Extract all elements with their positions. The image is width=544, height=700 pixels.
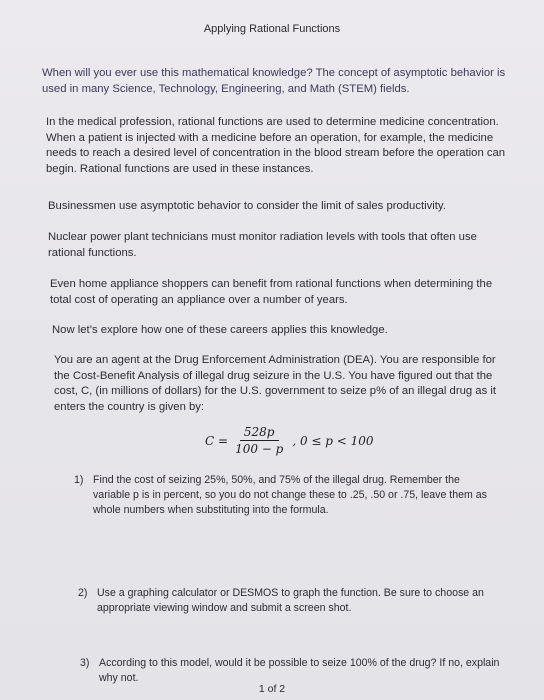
dea-paragraph: You are an agent at the Drug Enforcement Administration (DEA). You are responsible for the Cost-Benefit Analysis of illegal drug seizure in the U.S. You have figured out that the cost, C, (in millions of dollars) for the U.S. government to seize p% of an illegal drug as it enters the country is given by: (54, 354, 497, 413)
page-title: Applying Rational Functions (203, 23, 341, 35)
formula-denominator: 100 − p (235, 442, 284, 456)
intro-paragraph: When will you ever use this mathematical knowledge? The concept of asymptotic behavior is used in many Science, Technology, Engineering, and Math (STEM) fields. (42, 67, 506, 95)
medical-paragraph: In the medical profession, rational functions are used to determine medicine concentration. When a patient is injected with a medicine before an operation, for example, the medicine needs to reach a desired level of concentration in the blood stream before the operation can begin. Rational functions are used in these instances. (46, 116, 506, 175)
formula-condition: , 0 ≤ p < 100 (292, 433, 374, 448)
question-number: 2) (78, 587, 88, 599)
formula-lhs: C = (205, 433, 229, 448)
question-3 (80, 656, 500, 686)
question-text: Find the cost of seizing 25%, 50%, and 75% of the illegal drug. Remember the variable p is in percent, so you do not change these to .25, .50 or .75, leave them as whole numbers when substituting into the formula. (93, 474, 487, 516)
page-number: 1 of 2 (258, 683, 286, 695)
question-number: 1) (74, 474, 84, 486)
formula-fraction (231, 425, 287, 456)
business-paragraph: Businessmen use asymptotic behavior to consider the limit of sales productivity. (48, 200, 446, 212)
question-number: 3) (80, 657, 90, 669)
nuclear-paragraph: Nuclear power plant technicians must monitor radiation levels with tools that often use rational functions. (48, 231, 477, 259)
question-2 (78, 586, 498, 616)
question-1 (74, 473, 494, 518)
question-text: According to this model, would it be possible to seize 100% of the drug? If no, explain why not. (99, 657, 500, 684)
question-text: Use a graphing calculator or DESMOS to graph the function. Be sure to choose an appropriate viewing window and submit a screen shot. (97, 587, 484, 614)
explore-paragraph: Now let’s explore how one of these careers applies this knowledge. (52, 324, 388, 336)
appliance-paragraph: Even home appliance shoppers can benefit from rational functions when determining the total cost of operating an appliance over a number of years. (50, 278, 493, 306)
formula-numerator: 528p (240, 425, 279, 441)
cost-formula (205, 425, 374, 456)
